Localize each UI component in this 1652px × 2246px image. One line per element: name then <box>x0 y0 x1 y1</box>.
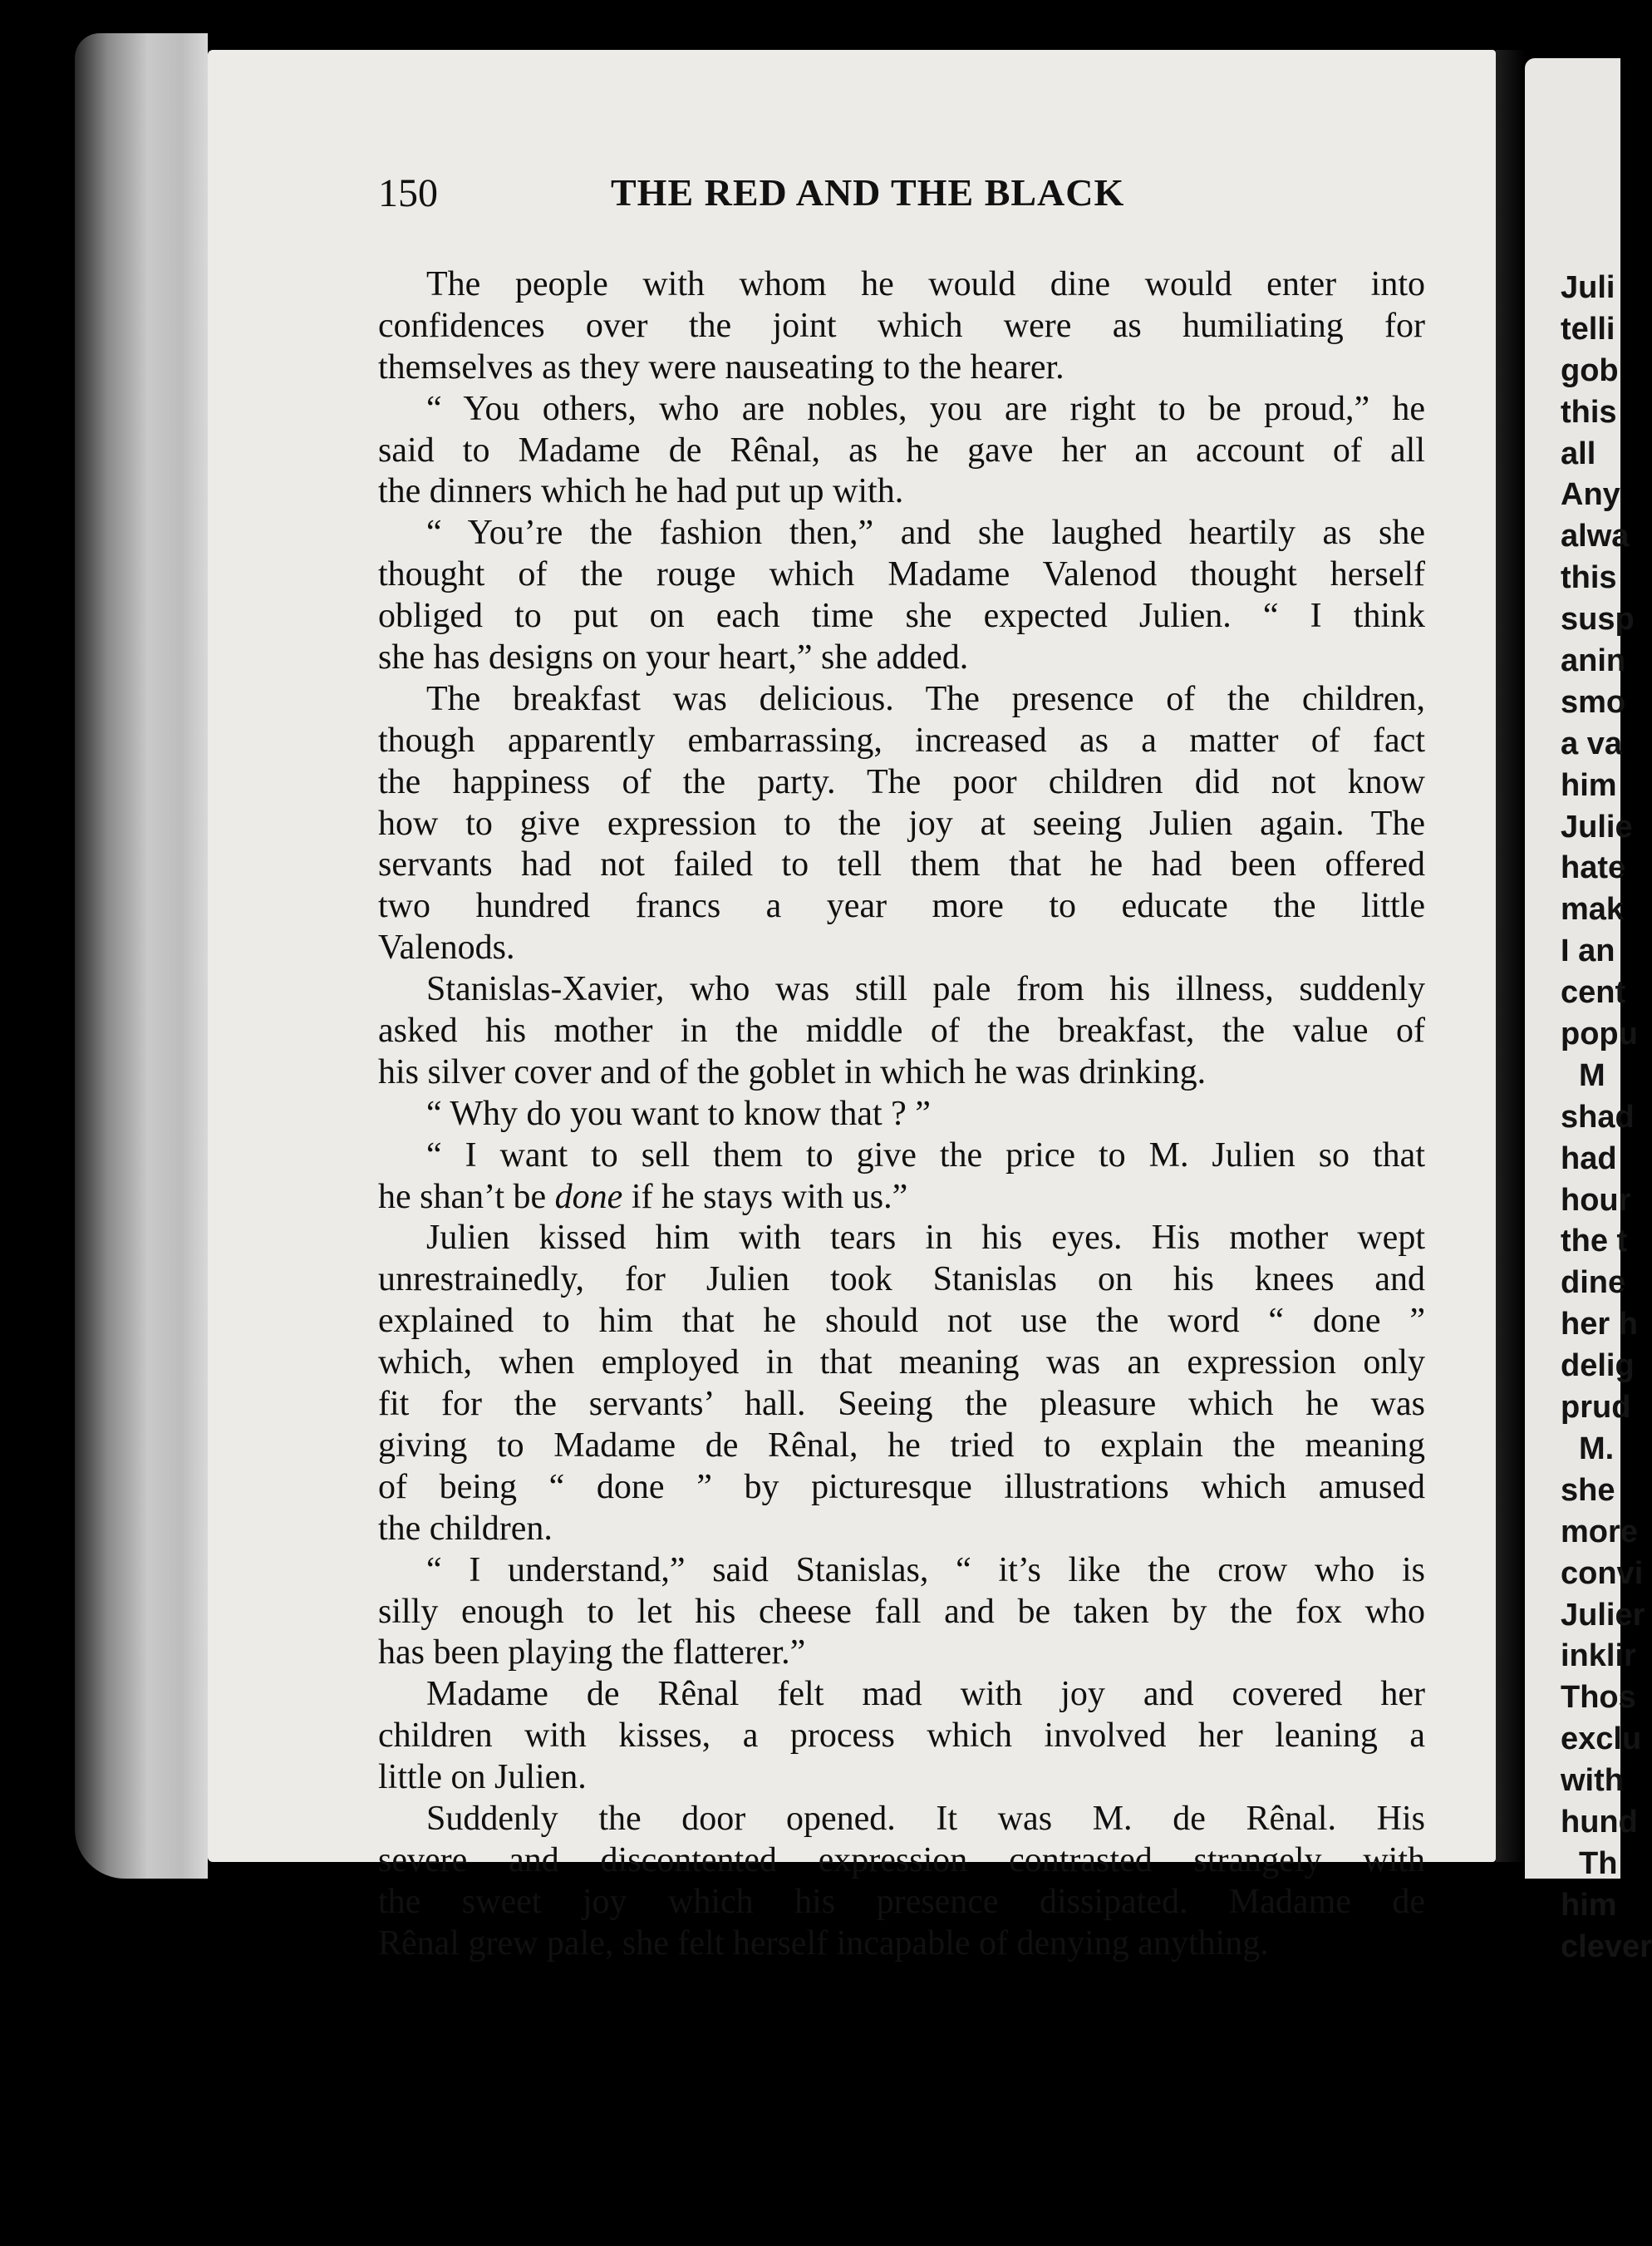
right-page-fragment: prud <box>1561 1390 1631 1426</box>
text-line: has been playing the flatterer.” <box>378 1633 806 1672</box>
text-line: explained to him that he should not use the word “ done ” <box>378 1302 1425 1341</box>
right-page-fragment: had <box>1561 1140 1617 1176</box>
text-line: “ I want to sell them to give the price to M. Julien so that <box>426 1135 1425 1175</box>
right-page-fragment: him <box>1561 767 1617 803</box>
text-line: silly enough to let his cheese fall and be taken by the fox who <box>378 1592 1425 1631</box>
right-page-fragment: Julie <box>1561 809 1633 845</box>
right-page-fragment: exclu <box>1561 1721 1642 1757</box>
right-page-fragment: susp <box>1561 602 1635 638</box>
page-header <box>378 170 1425 220</box>
right-page-fragment: hate <box>1561 850 1626 886</box>
text-line: The people with whom he would dine would enter into <box>426 265 1425 303</box>
text-line: little on Julien. <box>378 1758 587 1797</box>
right-page-fragment: this <box>1561 394 1617 430</box>
right-page-fragment: a va <box>1561 726 1622 761</box>
right-page-fragment: the t <box>1561 1224 1628 1259</box>
text-line: Madame de Rênal felt mad with joy and covered her <box>426 1675 1425 1714</box>
right-page-text-fragments <box>1561 268 1652 1968</box>
text-line: thought of the rouge which Madame Valenod thought herself <box>378 555 1425 594</box>
right-page-fragment: hund <box>1561 1804 1638 1840</box>
text-line: obliged to put on each time she expected Julien. “ I think <box>378 597 1425 636</box>
right-page-fragment: inklir <box>1561 1638 1636 1674</box>
right-page-fragment: Julier <box>1561 1597 1645 1633</box>
text-line: said to Madame de Rênal, as he gave her an account of all <box>378 431 1425 470</box>
text-line: how to give expression to the joy at seeing Julien again. The <box>378 804 1425 843</box>
text-line: “ Why do you want to know that ? ” <box>426 1094 931 1133</box>
text-line: Julien kissed him with tears in his eyes. His mother wept <box>426 1219 1425 1258</box>
right-page-fragment: I an <box>1561 933 1615 969</box>
text-line: children with kisses, a process which involved her leaning a <box>378 1717 1425 1756</box>
text-line: though apparently embarrassing, increased as a matter of fact <box>378 721 1425 760</box>
text-line: confidences over the joint which were as humiliating for <box>378 306 1425 345</box>
text-line: which, when employed in that meaning was an expression only <box>378 1343 1425 1382</box>
text-line: Rênal grew pale, she felt herself incapable of denying anything. <box>378 1923 1269 1963</box>
right-page-fragment: Juli <box>1561 270 1615 305</box>
text-line: “ You others, who are nobles, you are right to be proud,” he <box>426 389 1425 428</box>
right-page-fragment: she <box>1561 1472 1615 1508</box>
text-line: The breakfast was delicious. The presence of the children, <box>426 679 1425 718</box>
right-page-fragment: clever <box>1561 1928 1652 1964</box>
right-page-fragment: shad <box>1561 1099 1635 1135</box>
right-page-fragment: him <box>1561 1887 1617 1923</box>
right-page-fragment: anin <box>1561 643 1626 679</box>
right-page-fragment: dine <box>1561 1265 1626 1301</box>
text-line: the sweet joy which his presence dissipated. Madame de <box>378 1882 1425 1921</box>
right-page-fragment: convi <box>1561 1555 1644 1591</box>
text-line: Suddenly the door opened. It was M. de Rênal. His <box>426 1799 1425 1838</box>
right-page-fragment: this <box>1561 560 1617 596</box>
right-page-fragment: Th <box>1579 1845 1618 1881</box>
text-line: two hundred francs a year more to educate the little <box>378 887 1425 926</box>
text-line: severe and discontented expression contrasted strangely with <box>378 1840 1425 1879</box>
text-line: Valenods. <box>378 928 515 968</box>
right-page-fragment: delig <box>1561 1348 1635 1384</box>
text-line: the happiness of the party. The poor children did not know <box>378 762 1425 801</box>
text-line: the children. <box>378 1509 553 1548</box>
right-page-fragment: Thos <box>1561 1680 1636 1716</box>
right-page-fragment: smo <box>1561 684 1626 720</box>
right-page-fragment: M. <box>1579 1431 1615 1466</box>
right-page-fragment: telli <box>1561 311 1615 347</box>
page-block-edge <box>75 33 208 1879</box>
text-line: themselves as they were nauseating to the hearer. <box>378 347 1064 387</box>
text-line: his silver cover and of the goblet in which he was drinking. <box>378 1052 1207 1091</box>
text-line: fit for the servants’ hall. Seeing the pleasure which he was <box>378 1385 1425 1424</box>
text-line: of being “ done ” by picturesque illustrations which amused <box>378 1467 1425 1506</box>
running-title: THE RED AND THE BLACK <box>611 171 1125 214</box>
page-number: 150 <box>378 171 438 215</box>
text-line: servants had not failed to tell them that he had been offered <box>378 845 1425 884</box>
book-gutter <box>1496 50 1525 1862</box>
right-page-fragment: mak <box>1561 892 1625 928</box>
emphasis: done <box>554 1177 623 1216</box>
right-page-fragment: hour <box>1561 1182 1631 1218</box>
right-page-fragment: her h <box>1561 1307 1638 1342</box>
text-line: she has designs on your heart,” she added. <box>378 638 969 677</box>
text-line: unrestrainedly, for Julien took Stanislas on his knees and <box>378 1260 1425 1299</box>
text-line: “ I understand,” said Stanislas, “ it’s like the crow who is <box>426 1550 1425 1589</box>
text-line: the dinners which he had put up with. <box>378 472 904 511</box>
text-line: Stanislas-Xavier, who was still pale from his illness, suddenly <box>426 970 1425 1009</box>
body-text <box>378 264 1425 1965</box>
right-page-fragment: M <box>1579 1057 1605 1093</box>
right-page-fragment: gob <box>1561 352 1619 388</box>
right-page-fragment: all <box>1561 436 1596 471</box>
right-page-fragment: with <box>1561 1763 1624 1799</box>
text-line: he shan’t be done if he stays with us.” <box>378 1177 908 1216</box>
right-page-fragment: more <box>1561 1514 1638 1549</box>
right-page-fragment: cent <box>1561 975 1626 1011</box>
right-page-fragment: Any <box>1561 477 1620 513</box>
text-line: asked his mother in the middle of the breakfast, the value of <box>378 1012 1425 1051</box>
right-page-fragment: alwa <box>1561 519 1630 554</box>
text-line: giving to Madame de Rênal, he tried to explain the meaning <box>378 1426 1425 1465</box>
right-page-fragment: popu <box>1561 1017 1638 1052</box>
text-line: “ You’re the fashion then,” and she laughed heartily as she <box>426 514 1425 553</box>
